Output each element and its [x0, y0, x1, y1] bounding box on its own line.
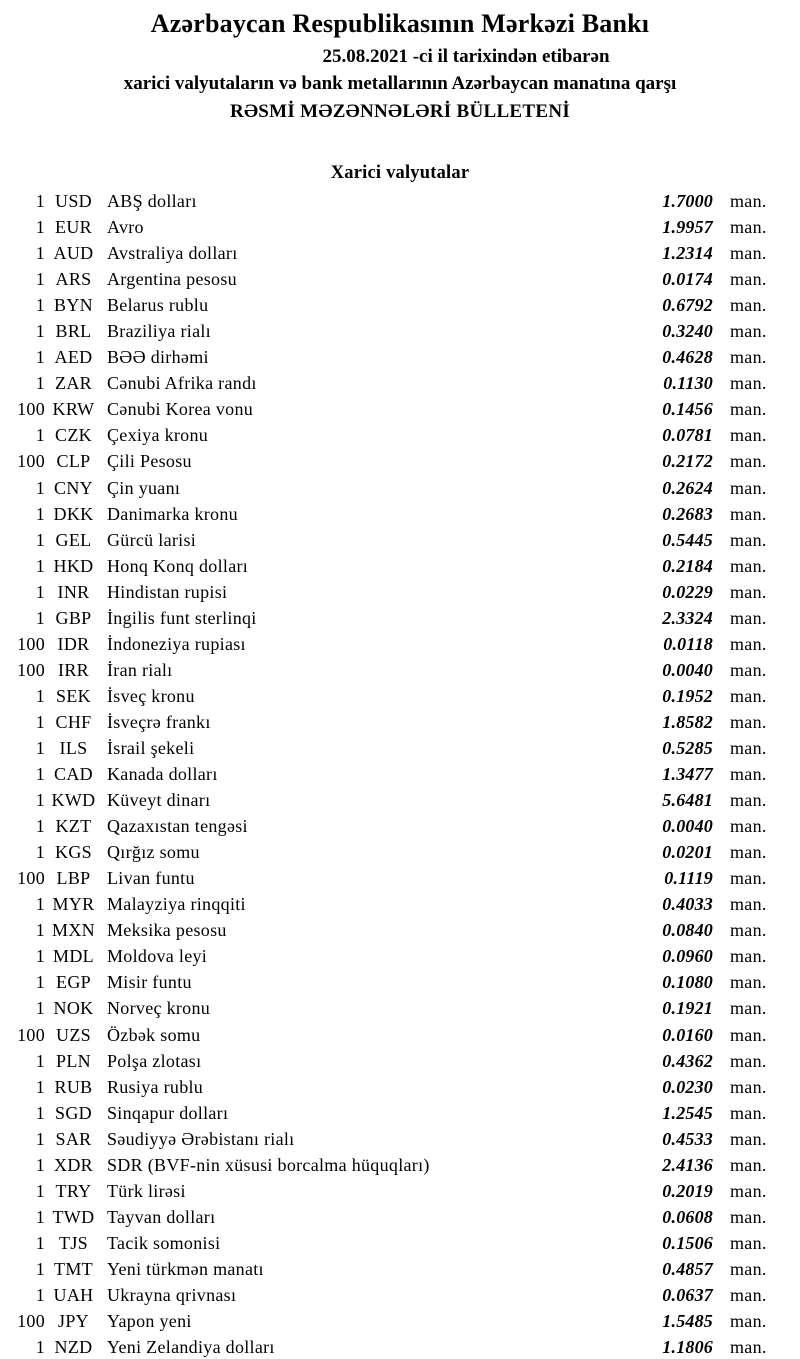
- rate-value-cell: 0.4033: [662, 894, 713, 915]
- unit-label-cell: man.: [730, 243, 767, 264]
- effective-date: 25.08.2021 -ci il tarixindən etibarən: [322, 46, 610, 67]
- rate-value-cell: 1.9957: [662, 217, 713, 238]
- section-title-foreign-currencies: Xarici valyutalar: [330, 163, 470, 183]
- currency-row-dkk: [0, 501, 800, 527]
- currency-name-cell: Kanada dolları: [107, 764, 218, 785]
- quantity-cell: 1: [35, 946, 45, 967]
- currency-name-cell: Cənubi Korea vonu: [107, 399, 254, 420]
- currency-row-kwd: [0, 787, 800, 813]
- quantity-cell: 1: [35, 581, 45, 602]
- unit-label-cell: man.: [730, 816, 767, 837]
- currency-row-ils: [0, 735, 800, 761]
- currency-name-cell: İran rialı: [107, 659, 173, 680]
- unit-label-cell: man.: [730, 373, 767, 394]
- currency-name-cell: Argentina pesosu: [107, 269, 237, 290]
- unit-label-cell: man.: [730, 946, 767, 967]
- currency-code-cell: ILS: [59, 737, 88, 758]
- unit-label-cell: man.: [730, 347, 767, 368]
- unit-label-cell: man.: [730, 191, 767, 211]
- quantity-cell: 1: [35, 1206, 45, 1227]
- currency-name-cell: Gürcü larisi: [107, 529, 197, 550]
- unit-label-cell: man.: [730, 581, 767, 602]
- unit-label-cell: man.: [730, 1180, 767, 1201]
- currency-name-cell: Hindistan rupisi: [107, 581, 228, 602]
- currency-row-sgd: [0, 1100, 800, 1126]
- quantity-cell: 1: [35, 503, 45, 524]
- quantity-cell: 100: [17, 659, 45, 680]
- currency-code-cell: TJS: [59, 1232, 88, 1253]
- rate-value-cell: 0.2019: [662, 1180, 713, 1201]
- currency-name-cell: Avro: [107, 217, 144, 238]
- quantity-cell: 1: [35, 737, 45, 758]
- rate-value-cell: 0.0840: [662, 920, 713, 941]
- currency-row-aud: [0, 240, 800, 266]
- currency-row-twd: [0, 1204, 800, 1230]
- currency-row-tmt: [0, 1256, 800, 1282]
- rate-value-cell: 0.1952: [662, 685, 713, 706]
- quantity-cell: 1: [35, 842, 45, 863]
- unit-label-cell: man.: [730, 894, 767, 915]
- currency-row-uzs: [0, 1022, 800, 1048]
- currency-code-cell: TRY: [55, 1180, 92, 1201]
- unit-label-cell: man.: [730, 1128, 767, 1149]
- quantity-cell: 1: [35, 321, 45, 342]
- currency-name-cell: Avstraliya dolları: [107, 243, 238, 264]
- currency-name-cell: Yeni Zelandiya dolları: [107, 1337, 275, 1358]
- currency-row-cny: [0, 475, 800, 501]
- currency-code-cell: PLN: [56, 1050, 91, 1071]
- currency-row-pln: [0, 1048, 800, 1074]
- currency-code-cell: GEL: [55, 529, 92, 550]
- currency-code-cell: AUD: [53, 243, 94, 264]
- currency-name-cell: ABŞ dolları: [107, 191, 197, 211]
- unit-label-cell: man.: [730, 868, 767, 889]
- unit-label-cell: man.: [730, 269, 767, 290]
- currency-row-try: [0, 1178, 800, 1204]
- currency-name-cell: Misir funtu: [107, 972, 192, 993]
- rate-value-cell: 0.0637: [662, 1284, 713, 1305]
- quantity-cell: 1: [35, 894, 45, 915]
- rate-value-cell: 0.1130: [663, 373, 713, 394]
- rate-value-cell: 1.8582: [662, 711, 713, 732]
- currency-name-cell: Danimarka kronu: [107, 503, 238, 524]
- currency-row-egp: [0, 969, 800, 995]
- quantity-cell: 1: [35, 529, 45, 550]
- rate-value-cell: 0.0781: [662, 425, 713, 446]
- unit-label-cell: man.: [730, 607, 767, 628]
- quantity-cell: 1: [35, 1180, 45, 1201]
- currency-name-cell: Küveyt dinarı: [107, 790, 211, 811]
- quantity-cell: 1: [35, 790, 45, 811]
- unit-label-cell: man.: [730, 1076, 767, 1097]
- bulletin-subtitle: xarici valyutaların və bank metallarının Azərbaycan manatına qarşı: [123, 73, 677, 94]
- currency-name-cell: SDR (BVF-nin xüsusi borcalma hüquqları): [107, 1154, 430, 1175]
- currency-row-chf: [0, 709, 800, 735]
- rate-value-cell: 0.0960: [662, 946, 713, 967]
- quantity-cell: 1: [35, 1050, 45, 1071]
- currency-code-cell: XDR: [54, 1154, 93, 1175]
- unit-label-cell: man.: [730, 764, 767, 785]
- rate-value-cell: 1.2314: [662, 243, 713, 264]
- currency-name-cell: İndoneziya rupiası: [107, 633, 246, 654]
- currency-code-cell: CAD: [54, 764, 93, 785]
- currency-name-cell: Çili Pesosu: [107, 451, 192, 472]
- rate-value-cell: 1.1806: [662, 1337, 713, 1358]
- currency-row-zar: [0, 370, 800, 396]
- currency-name-cell: Sinqapur dolları: [107, 1102, 229, 1123]
- quantity-cell: 1: [35, 1102, 45, 1123]
- rate-value-cell: 0.5445: [662, 529, 713, 550]
- unit-label-cell: man.: [730, 1024, 767, 1045]
- currency-code-cell: GBP: [55, 607, 92, 628]
- currency-name-cell: Malayziya rinqqiti: [107, 894, 246, 915]
- currency-row-kzt: [0, 813, 800, 839]
- currency-name-cell: Polşa zlotası: [107, 1050, 202, 1071]
- rate-value-cell: 0.0230: [662, 1076, 713, 1097]
- unit-label-cell: man.: [730, 737, 767, 758]
- currency-row-hkd: [0, 553, 800, 579]
- quantity-cell: 1: [35, 1232, 45, 1253]
- currency-name-cell: Braziliya rialı: [107, 321, 211, 342]
- currency-name-cell: Türk lirəsi: [107, 1180, 186, 1201]
- unit-label-cell: man.: [730, 790, 767, 811]
- currency-name-cell: Honq Konq dolları: [107, 555, 249, 576]
- currency-row-gel: [0, 527, 800, 553]
- currency-name-cell: BƏƏ dirhəmi: [107, 347, 209, 368]
- currency-rates-table: [0, 188, 800, 1359]
- quantity-cell: 1: [35, 1258, 45, 1279]
- rate-value-cell: 0.1080: [662, 972, 713, 993]
- quantity-cell: 1: [35, 1076, 45, 1097]
- quantity-cell: 1: [35, 269, 45, 290]
- quantity-cell: 100: [17, 1311, 45, 1332]
- quantity-cell: 1: [35, 998, 45, 1019]
- quantity-cell: 1: [35, 972, 45, 993]
- currency-name-cell: Rusiya rublu: [107, 1076, 204, 1097]
- rate-value-cell: 0.0118: [663, 633, 713, 654]
- currency-row-sek: [0, 683, 800, 709]
- currency-code-cell: CZK: [55, 425, 92, 446]
- currency-name-cell: Özbək somu: [107, 1024, 201, 1045]
- currency-code-cell: JPY: [58, 1311, 89, 1332]
- unit-label-cell: man.: [730, 972, 767, 993]
- currency-code-cell: MXN: [52, 920, 95, 941]
- rate-value-cell: 0.0201: [662, 842, 713, 863]
- currency-name-cell: İsrail şekeli: [107, 737, 195, 758]
- unit-label-cell: man.: [730, 842, 767, 863]
- rate-value-cell: 0.4362: [662, 1050, 713, 1071]
- quantity-cell: 1: [35, 191, 45, 211]
- currency-row-kgs: [0, 839, 800, 865]
- rate-value-cell: 1.7000: [662, 191, 713, 211]
- currency-name-cell: Ukrayna qrivnası: [107, 1284, 237, 1305]
- quantity-cell: 1: [35, 373, 45, 394]
- currency-code-cell: CHF: [55, 711, 92, 732]
- quantity-cell: 1: [35, 1154, 45, 1175]
- currency-row-irr: [0, 657, 800, 683]
- currency-name-cell: İngilis funt sterlinqi: [107, 607, 257, 628]
- rate-value-cell: 5.6481: [662, 790, 713, 811]
- quantity-cell: 1: [35, 243, 45, 264]
- rate-value-cell: 0.4533: [662, 1128, 713, 1149]
- rate-value-cell: 0.0040: [662, 659, 713, 680]
- quantity-cell: 1: [35, 425, 45, 446]
- currency-code-cell: LBP: [56, 868, 91, 889]
- currency-name-cell: İsveç kronu: [107, 685, 195, 706]
- currency-row-idr: [0, 631, 800, 657]
- rate-value-cell: 0.0608: [662, 1206, 713, 1227]
- currency-row-sar: [0, 1126, 800, 1152]
- currency-name-cell: Çexiya kronu: [107, 425, 209, 446]
- quantity-cell: 1: [35, 347, 45, 368]
- quantity-cell: 100: [17, 868, 45, 889]
- unit-label-cell: man.: [730, 633, 767, 654]
- currency-name-cell: Belarus rublu: [107, 295, 209, 316]
- currency-code-cell: EUR: [55, 217, 92, 238]
- currency-code-cell: TMT: [54, 1258, 93, 1279]
- currency-row-nzd: [0, 1334, 800, 1359]
- unit-label-cell: man.: [730, 1258, 767, 1279]
- quantity-cell: 1: [35, 555, 45, 576]
- quantity-cell: 1: [35, 295, 45, 316]
- currency-code-cell: USD: [55, 191, 92, 211]
- currency-name-cell: Cənubi Afrika randı: [107, 373, 257, 394]
- currency-code-cell: KZT: [55, 816, 92, 837]
- unit-label-cell: man.: [730, 321, 767, 342]
- currency-code-cell: IRR: [58, 659, 89, 680]
- quantity-cell: 100: [17, 399, 45, 420]
- currency-name-cell: Livan funtu: [107, 868, 195, 889]
- rate-value-cell: 0.6792: [662, 295, 713, 316]
- unit-label-cell: man.: [730, 685, 767, 706]
- rate-value-cell: 0.3240: [662, 321, 713, 342]
- currency-code-cell: INR: [57, 581, 90, 602]
- currency-row-myr: [0, 891, 800, 917]
- currency-code-cell: UZS: [56, 1024, 91, 1045]
- currency-code-cell: KGS: [55, 842, 92, 863]
- currency-row-mxn: [0, 917, 800, 943]
- currency-code-cell: TWD: [52, 1206, 95, 1227]
- quantity-cell: 1: [35, 816, 45, 837]
- unit-label-cell: man.: [730, 1284, 767, 1305]
- currency-code-cell: NZD: [54, 1337, 93, 1358]
- currency-row-inr: [0, 579, 800, 605]
- rate-value-cell: 0.2184: [662, 555, 713, 576]
- rate-value-cell: 1.5485: [662, 1311, 713, 1332]
- currency-code-cell: IDR: [57, 633, 90, 654]
- rate-value-cell: 0.2683: [662, 503, 713, 524]
- rate-value-cell: 0.2624: [662, 477, 713, 498]
- unit-label-cell: man.: [730, 1154, 767, 1175]
- currency-code-cell: KRW: [52, 399, 95, 420]
- currency-name-cell: Moldova leyi: [107, 946, 208, 967]
- currency-name-cell: Meksika pesosu: [107, 920, 227, 941]
- unit-label-cell: man.: [730, 711, 767, 732]
- currency-code-cell: CLP: [56, 451, 91, 472]
- quantity-cell: 1: [35, 685, 45, 706]
- rate-value-cell: 0.0229: [662, 581, 713, 602]
- unit-label-cell: man.: [730, 659, 767, 680]
- currency-row-clp: [0, 448, 800, 474]
- currency-name-cell: Tayvan dolları: [107, 1206, 216, 1227]
- quantity-cell: 1: [35, 764, 45, 785]
- currency-code-cell: BYN: [54, 295, 93, 316]
- quantity-cell: 1: [35, 217, 45, 238]
- quantity-cell: 100: [17, 451, 45, 472]
- currency-code-cell: KWD: [51, 790, 96, 811]
- quantity-cell: 1: [35, 1128, 45, 1149]
- currency-name-cell: Yeni türkmən manatı: [107, 1258, 264, 1279]
- currency-row-jpy: [0, 1308, 800, 1334]
- currency-row-cad: [0, 761, 800, 787]
- currency-row-krw: [0, 396, 800, 422]
- quantity-cell: 100: [17, 633, 45, 654]
- currency-code-cell: BRL: [55, 321, 92, 342]
- unit-label-cell: man.: [730, 477, 767, 498]
- rate-value-cell: 0.1921: [662, 998, 713, 1019]
- unit-label-cell: man.: [730, 451, 767, 472]
- rate-value-cell: 0.2172: [662, 451, 713, 472]
- currency-code-cell: MDL: [53, 946, 94, 967]
- rate-value-cell: 0.0160: [662, 1024, 713, 1045]
- unit-label-cell: man.: [730, 998, 767, 1019]
- unit-label-cell: man.: [730, 1337, 767, 1358]
- currency-row-mdl: [0, 943, 800, 969]
- currency-code-cell: EGP: [56, 972, 91, 993]
- currency-row-czk: [0, 422, 800, 448]
- currency-code-cell: DKK: [53, 503, 94, 524]
- rate-value-cell: 1.2545: [662, 1102, 713, 1123]
- currency-row-eur: [0, 214, 800, 240]
- bulletin-title: RƏSMİ MƏZƏNNƏLƏRİ BÜLLETENİ: [229, 101, 571, 122]
- unit-label-cell: man.: [730, 1102, 767, 1123]
- currency-row-xdr: [0, 1152, 800, 1178]
- currency-name-cell: Tacik somonisi: [107, 1232, 221, 1253]
- unit-label-cell: man.: [730, 425, 767, 446]
- currency-row-lbp: [0, 865, 800, 891]
- unit-label-cell: man.: [730, 555, 767, 576]
- currency-row-usd: [0, 188, 800, 214]
- rate-value-cell: 2.4136: [662, 1154, 713, 1175]
- currency-name-cell: Qazaxıstan tengəsi: [107, 816, 248, 837]
- currency-code-cell: ARS: [55, 269, 92, 290]
- currency-code-cell: UAH: [53, 1284, 94, 1305]
- unit-label-cell: man.: [730, 1311, 767, 1332]
- currency-row-rub: [0, 1074, 800, 1100]
- unit-label-cell: man.: [730, 1050, 767, 1071]
- unit-label-cell: man.: [730, 1232, 767, 1253]
- currency-name-cell: İsveçrə frankı: [107, 711, 211, 732]
- currency-code-cell: MYR: [52, 894, 95, 915]
- currency-code-cell: SGD: [55, 1102, 92, 1123]
- rate-value-cell: 0.5285: [662, 737, 713, 758]
- currency-row-ars: [0, 266, 800, 292]
- currency-row-aed: [0, 344, 800, 370]
- quantity-cell: 1: [35, 607, 45, 628]
- rate-value-cell: 0.0040: [662, 816, 713, 837]
- rate-value-cell: 0.1456: [662, 399, 713, 420]
- unit-label-cell: man.: [730, 920, 767, 941]
- quantity-cell: 1: [35, 1337, 45, 1358]
- currency-code-cell: AED: [54, 347, 93, 368]
- bulletin-header: [0, 8, 800, 123]
- quantity-cell: 100: [17, 1024, 45, 1045]
- rate-value-cell: 2.3324: [662, 607, 713, 628]
- currency-code-cell: CNY: [54, 477, 93, 498]
- quantity-cell: 1: [35, 711, 45, 732]
- rate-value-cell: 0.0174: [662, 269, 713, 290]
- currency-name-cell: Norveç kronu: [107, 998, 211, 1019]
- currency-code-cell: SEK: [56, 685, 91, 706]
- unit-label-cell: man.: [730, 399, 767, 420]
- currency-code-cell: NOK: [53, 998, 94, 1019]
- currency-code-cell: RUB: [54, 1076, 93, 1097]
- currency-row-uah: [0, 1282, 800, 1308]
- currency-name-cell: Çin yuanı: [107, 477, 181, 498]
- unit-label-cell: man.: [730, 217, 767, 238]
- quantity-cell: 1: [35, 1284, 45, 1305]
- bank-title: Azərbaycan Respublikasının Mərkəzi Bankı: [150, 9, 650, 38]
- rate-value-cell: 0.4857: [662, 1258, 713, 1279]
- currency-code-cell: ZAR: [55, 373, 92, 394]
- quantity-cell: 1: [35, 920, 45, 941]
- unit-label-cell: man.: [730, 503, 767, 524]
- rate-value-cell: 0.1506: [662, 1232, 713, 1253]
- currency-row-brl: [0, 318, 800, 344]
- unit-label-cell: man.: [730, 1206, 767, 1227]
- rate-value-cell: 1.3477: [662, 764, 713, 785]
- currency-row-nok: [0, 995, 800, 1021]
- currency-code-cell: SAR: [55, 1128, 92, 1149]
- currency-name-cell: Səudiyyə Ərəbistanı rialı: [107, 1128, 295, 1149]
- unit-label-cell: man.: [730, 295, 767, 316]
- currency-code-cell: HKD: [53, 555, 94, 576]
- currency-name-cell: Qırğız somu: [107, 842, 200, 863]
- currency-row-tjs: [0, 1230, 800, 1256]
- rate-value-cell: 0.4628: [662, 347, 713, 368]
- quantity-cell: 1: [35, 477, 45, 498]
- currency-row-gbp: [0, 605, 800, 631]
- unit-label-cell: man.: [730, 529, 767, 550]
- currency-row-byn: [0, 292, 800, 318]
- currency-name-cell: Yapon yeni: [107, 1311, 192, 1332]
- rate-value-cell: 0.1119: [664, 868, 713, 889]
